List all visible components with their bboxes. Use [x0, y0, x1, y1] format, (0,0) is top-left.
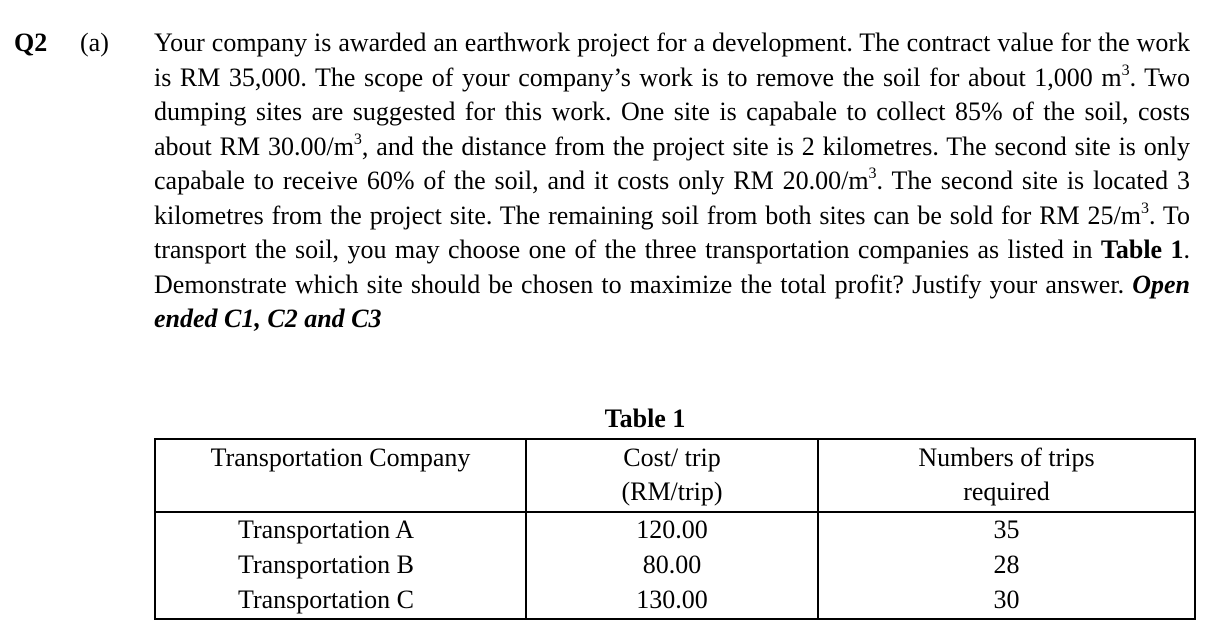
- question-part-label: (a): [80, 28, 109, 57]
- superscript-3: 3: [1121, 61, 1130, 79]
- superscript-3: 3: [353, 130, 362, 148]
- question-text-segment: . Demonstrate which site should be chosen to maximize the total profit? Justify your answer.: [154, 235, 1190, 299]
- question-text-segment: . Two dumping sites are suggested for this work. One site is capabale to collect 85% of the soil, costs about RM 30.00/m: [154, 62, 1190, 161]
- superscript-3: 3: [868, 165, 877, 182]
- question-text: [154, 26, 1190, 337]
- table-row: [155, 512, 1195, 548]
- cell-cost: 80.00: [526, 548, 818, 583]
- question-text-segment: Your company is awarded an earthwork project for a development. The contract value for the work is RM 35,000. The scope of your company’s work is to remove the soil for about 1,000 m: [154, 28, 1190, 92]
- header-cost: Cost/ trip (RM/trip): [526, 439, 818, 512]
- table-reference: Table 1: [1100, 235, 1184, 264]
- transportation-table: [154, 438, 1196, 620]
- question-number: Q2: [14, 28, 48, 57]
- cell-trips: 28: [818, 548, 1195, 583]
- cell-trips: 35: [818, 512, 1195, 548]
- cell-cost: 120.00: [526, 512, 818, 548]
- cell-cost: 130.00: [526, 583, 818, 619]
- table-row: [155, 583, 1195, 619]
- table-title: Table 1: [604, 404, 686, 433]
- cell-trips: 30: [818, 583, 1195, 619]
- cell-company: Transportation B: [155, 548, 526, 583]
- table-row: [155, 548, 1195, 583]
- cell-company: Transportation A: [155, 512, 526, 548]
- question-text-segment: . To transport the soil, you may choose one of the three transportation companies as listed in: [154, 200, 1190, 264]
- open-ended-tag: Open ended C1, C2 and C3: [154, 269, 1190, 333]
- table-header-row: [155, 439, 1195, 512]
- header-company: Transportation Company: [155, 439, 526, 512]
- question-text-segment: . The second site is located 3 kilometres from the project site. The remaining soil from both sites can be sold for RM 25/m: [154, 166, 1191, 230]
- question-text-segment: , and the distance from the project site is 2 kilometres. The second site is only capabale to receive 60% of the soil, and it costs only RM 20.00/m: [154, 131, 1191, 195]
- cell-company: Transportation C: [155, 583, 526, 619]
- header-trips: Numbers of trips required: [818, 439, 1195, 512]
- superscript-3: 3: [1141, 199, 1150, 217]
